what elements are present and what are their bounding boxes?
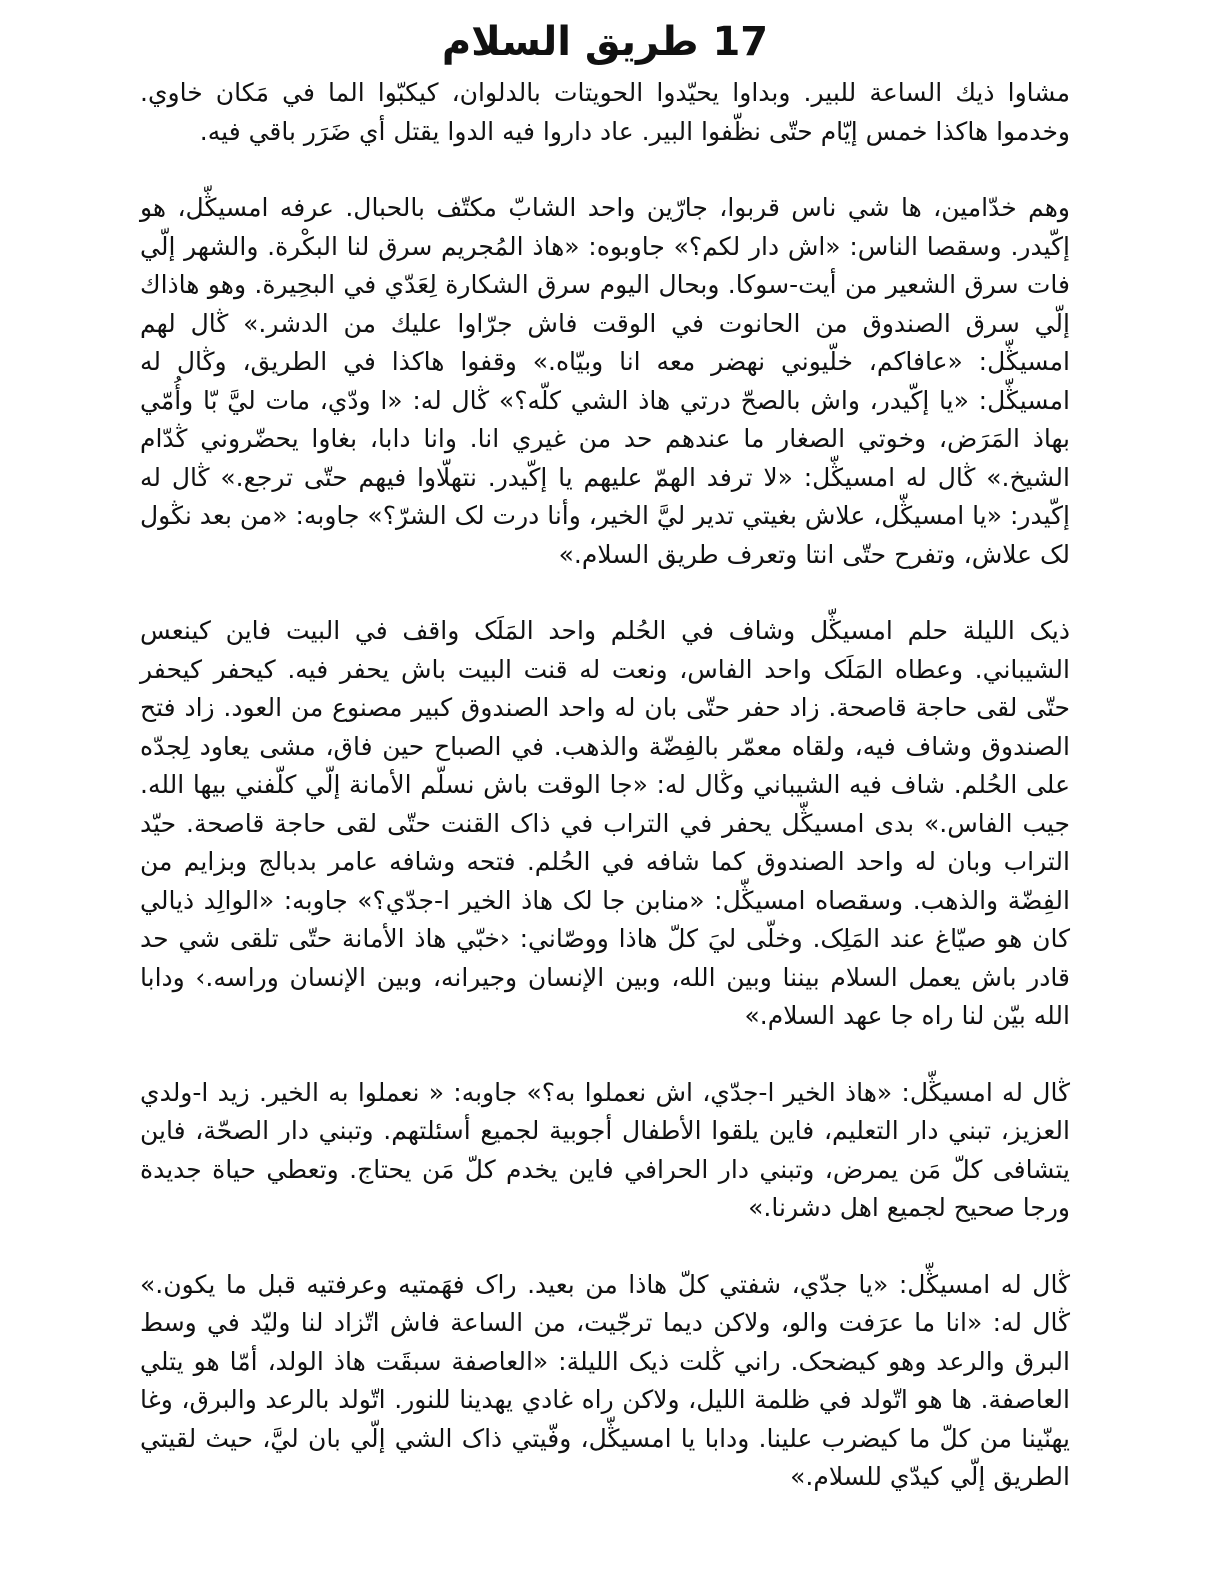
document-page	[140, 14, 1070, 1497]
paragraph-4: ڭال له امسيڭّل: «هاذ الخير ا-جدّي، اش نعملوا به؟» جاوبه: « نعملوا به الخير. زيد ا-ولدي العزيز، تبني دار التعليم، فاين يلقوا الأطفال أجوبية لجميع أسئلتهم. وتبني دار الصحّة، فاين يتشافى كلّ مَن يمرض، وتبني دار الحرافي فاين يخدم كلّ مَن يحتاج. وتعطي حياة جديدة ورجا صحيح لجميع اهل دشرنا.»	[140, 1077, 1070, 1222]
page-title: 17 طريق السلام	[441, 19, 769, 65]
paragraph-1: مشاوا ذيك الساعة للبير. وبداوا يحيّدوا الحويتات بالدلوان، كيكبّوا الما في مَكان خاوي. وخدموا هاكذا خمس إيّام حتّى نظّفوا البير. عاد داروا فيه الدوا يقتل أي ضَرَر باقي فيه.	[140, 78, 1070, 146]
paragraph-2: وهم خدّامين، ها شي ناس قربوا، جارّين واحد الشابّ مكتّف بالحبال. عرفه امسيڭّل، هو إكّيدر. وسقصا الناس: «اش دار لكم؟» جاوبوه: «هاذ المُجريم سرق لنا البكْرة. والشهر إلّي فات سرق الشعير من أيت-سوكا. وبحال اليوم سرق الشكارة لِعَدّي في البحِيرة. وهو هاذاك إلّي سرق الصندوق من الحانوت في الوقت فاش جرّاوا عليك من الدشر.» ڭال لهم امسيڭّل: «عافاكم، خلّيوني نهضر معه انا وبيّاه.» وقفوا هاكذا في الطريق، وڭال له امسيڭّل: «يا إكّيدر، واش بالصحّ درتي هاذ الشي كلّه؟» ڭال له: «ا ودّي، مات ليَّ بّا وأُمّي بهاذ المَرَض، وخوتي الصغار ما عندهم حد من غيري انا. وانا دابا، بغاوا يحضّروني ڭدّام الشيخ.» ڭال له امسيڭّل: «لا ترفد الهمّ عليهم يا إكّيدر. نتهلّاوا فيهم حتّى ترجع.» ڭال له إكّيدر: «يا امسيڭّل، علاش بغيتي تدير ليَّ الخير، وأنا درت لک الشرّ؟» جاوبه: «من بعد نڭول لک علاش، وتفرح حتّى انتا وتعرف طريق السلام.»	[140, 193, 1070, 569]
paragraph-3: ذيک الليلة حلم امسيڭّل وشاف في الحُلم واحد المَلَک واقف في البيت فاين كينعس الشيباني. وعطاه المَلَک واحد الفاس، ونعت له قنت البيت باش يحفر فيه. كيحفر كيحفر حتّى لقى حاجة قاصحة. زاد حفر حتّى بان له واحد الصندوق كبير مصنوع من العود. زاد فتح الصندوق وشاف فيه، ولقاه معمّر بالفِضّة والذهب. في الصباح حين فاق، مشى يعاود لِجدّه على الحُلم. شاف فيه الشيباني وڭال له: «جا الوقت باش نسلّم الأمانة إلّي كلّفني بيها الله. جيب الفاس.» بدى امسيڭّل يحفر في التراب في ذاک القنت حتّى لقى حاجة قاصحة. حيّد التراب وبان له واحد الصندوق كما شافه في الحُلم. فتحه وشافه عامر بدبالج وبزايم من الفِضّة والذهب. وسقصاه امسيڭّل: «منابن جا لک هاذ الخير ا-جدّي؟» جاوبه: «الوالِد ذيالي كان هو صيّاغ عند المَلِک. وخلّى ليَ كلّ هاذا ووصّاني: ‹خبّي هاذ الأمانة حتّى تلقى شي حد قادر باش يعمل السلام بيننا وبين الله، وبين الإنسان وجيرانه، وبين الإنسان وراسه.› ودابا الله بيّن لنا راه جا عهد السلام.»	[140, 616, 1070, 1030]
paragraph-5: ڭال له امسيڭّل: «يا جدّي، شفتي كلّ هاذا من بعيد. راک فهَمتيه وعرفتيه قبل ما يكون.» ڭال له: «انا ما عرَفت والو، ولاكن ديما ترجّيت، من الساعة فاش اتّزاد لنا وليّد في وسط البرق والرعد وهو كيضحک. راني ڭلت ذيک الليلة: «العاصفة سبقَت هاذ الولد، أمّا هو يتلي العاصفة. ها هو اتّولد في ظلمة الليل، ولاكن راه غادي يهدينا للنور. اتّولد بالرعد والبرق، وغا يهنّينا من كلّ ما كيضرب علينا. ودابا يا امسيڭّل، وفّيتي ذاک الشي إلّي بان ليَّ، حيث لقيتي الطريق إلّي كيدّي للسلام.»	[140, 1269, 1070, 1491]
